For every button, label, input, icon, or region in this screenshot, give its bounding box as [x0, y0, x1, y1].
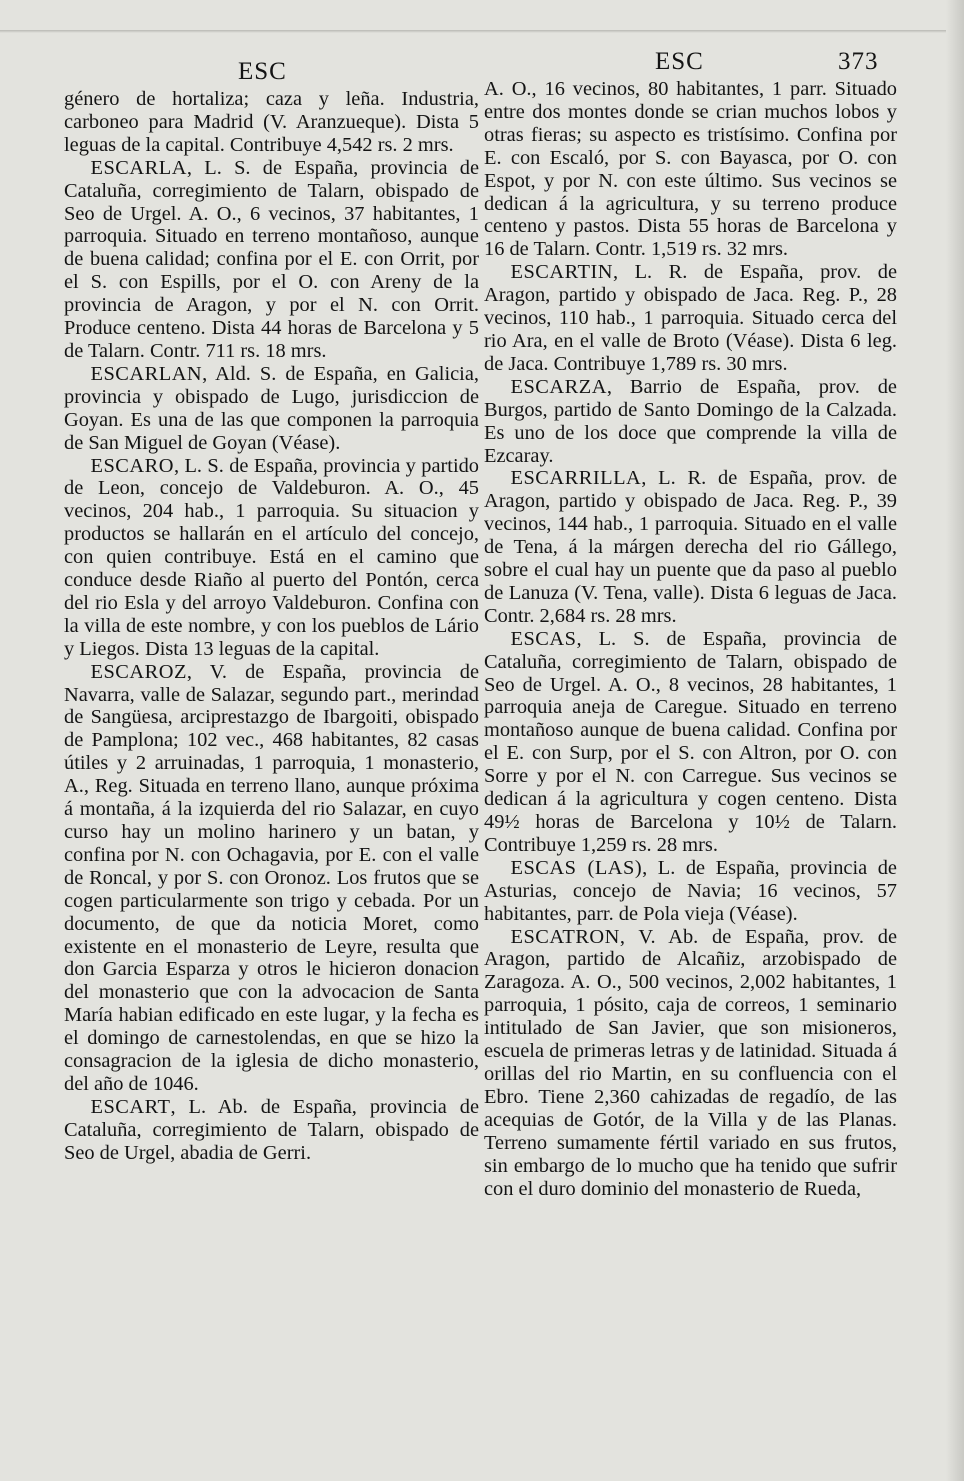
entry-headword: ESCATRON: [510, 925, 620, 948]
entry-headword: ESCAS: [510, 627, 577, 650]
entry-headword: ESCAS (LAS): [510, 856, 643, 879]
dictionary-entry: [484, 926, 897, 1201]
entry-continuation: [64, 88, 479, 157]
entry-text: , V. Ab. de España, prov. de Aragon, partido de Alcañiz, arzobispado de Zaragoza. A. O., 500 vecinos, 2,002 habitantes, 1 parroquia, 1 pósito, caja de correos, 1 seminario intitulado de San Javier, que son misioneros, escuela de primeras letras y de latinidad. Situada á orillas del rio Martin, en su confluencia con el Ebro. Tiene 2,360 cahizadas de regadío, de las acequias de Gotór, de la Villa y de las Planas. Terreno sumamente fértil variado en sus frutos, sin embargo de lo mucho que ha tenido que sufrir con el duro dominio del monasterio de Rueda,: [484, 925, 897, 1200]
entry-headword: ESCARLA: [90, 156, 187, 179]
dictionary-entry: [484, 467, 897, 627]
entry-text: A. O., 16 vecinos, 80 habitantes, 1 parr. Situado entre dos montes donde se crian muchos lobos y otras fieras; su aspecto es tristísimo. Confina por E. con Escaló, por S. con Bayasca, por O. con Espot, y por N. con este último. Sus vecinos se dedican á la agricultura, y su terreno produce centeno y pastos. Dista 55 horas de Barcelona y 16 de Talarn. Contr. 1,519 rs. 32 mrs.: [484, 78, 897, 261]
entry-text: , Ald. S. de España, en Galicia, provincia y obispado de Lugo, jurisdiccion de Goyan. Es una de las que componen la parroquia de San Miguel de Goyan (Véase).: [64, 362, 479, 454]
dictionary-entry: [64, 661, 479, 1096]
entry-text: , V. de España, provincia de Navarra, valle de Salazar, segundo part., merindad de Sangüesa, arciprestazgo de Ibargoiti, obispado de Pamplona; 102 vec., 468 habitantes, 82 casas útiles y 2 arruinadas, 1 parroquia, 1 monasterio, A., Reg. Situada en terreno llano, aunque próxima á montaña, á la izquierda del rio Salazar, en cuyo curso hay un molino harinero y un batan, y confina por N. con Ochagavia, por E. con el valle de Roncal, y por S. con Oronoz. Los frutos que se cogen particularmente son trigo y cebada. Por un documento, de que da noticia Moret, como existente en el monasterio de Leyre, resulta que don Garcia Esparza y otros le hicieron donacion del monasterio que con la advocacion de Santa María habian edificado en este lugar, y la fecha es el domingo de carnestolendas, en que se hizo la consagracion de la iglesia de dicho monasterio, del año de 1046.: [64, 660, 479, 1095]
dictionary-entry: [484, 628, 897, 857]
entry-headword: ESCAROZ: [90, 660, 187, 683]
entry-text: género de hortaliza; caza y leña. Industria, carboneo para Madrid (V. Aranzueque). Dista 5 leguas de la capital. Contribuye 4,542 rs. 2 mrs.: [64, 88, 479, 156]
dictionary-entry: [64, 363, 479, 455]
entry-text: , Barrio de España, prov. de Burgos, partido de Santo Domingo de la Calzada. Es uno de los doce que comprende la villa de Ezcaray.: [484, 375, 897, 467]
page-right-edge: [946, 0, 964, 1481]
running-head-right: ESC: [655, 48, 704, 75]
entry-text: , L. de España, provincia de Asturias, concejo de Navia; 16 vecinos, 57 habitantes, parr. de Pola vieja (Véase).: [484, 856, 897, 925]
dictionary-entry: [64, 455, 479, 661]
dictionary-entry: [64, 1096, 479, 1165]
entry-text: , L. S. de España, provincia y partido de Leon, concejo de Valdeburon. A. O., 45 vecinos, 204 hab., 1 parroquia. Su situacion y productos se hallarán en el artículo del concejo, con quien contribuye. Está en el camino que conduce desde Riaño al puerto del Pontón, cerca del rio Esla y del arroyo Valdeburon. Confina con la villa de este nombre, y con los pueblos de Lário y Liegos. Dista 13 leguas de la capital.: [64, 454, 479, 660]
page-top-edge: [0, 30, 964, 33]
entry-text: , L. R. de España, prov. de Aragon, partido y obispado de Jaca. Reg. P., 28 vecinos, 110 hab., 1 parroquia. Situado cerca del rio Ara, en el valle de Broto (Véase). Dista 6 leg. de Jaca. Contribuye 1,789 rs. 30 mrs.: [484, 261, 897, 375]
entry-headword: ESCARZA: [510, 375, 607, 398]
entry-text: , L. Ab. de España, provincia de Cataluña, corregimiento de Talarn, obispado de Seo de Urgel, abadia de Gerri.: [64, 1095, 479, 1164]
entry-headword: ESCARO: [90, 454, 174, 477]
entry-headword: ESCART: [90, 1095, 171, 1118]
dictionary-entry: [64, 157, 479, 363]
dictionary-entry: [484, 857, 897, 926]
entry-text: , L. S. de España, provincia de Cataluña, corregimiento de Talarn, obispado de Seo de Urgel. A. O., 8 vecinos, 28 habitantes, 1 parroquia aneja de Caregue. Situado en terreno montañoso aunque de buena calidad. Confina por el E. con Surp, por el S. con Altron, por O. con Sorre y por el N. con Carregue. Sus vecinos se dedican á la agricultura y cogen centeno. Dista 49½ horas de Barcelona y 10½ de Talarn. Contribuye 1,259 rs. 28 mrs.: [484, 627, 897, 856]
left-column: [64, 88, 479, 1165]
entry-headword: ESCARTIN: [510, 261, 613, 284]
entry-text: , L. S. de España, provincia de Cataluña, corregimiento de Talarn, obispado de Seo de Urgel. A. O., 6 vecinos, 37 habitantes, 1 parroquia. Situado en terreno montañoso, aunque de buena calidad; confina por el E. con Orrit, por el S. con Espills, por el O. con Areny de la provincia de Aragon, y por el N. con Orrit. Produce centeno. Dista 44 horas de Barcelona y 5 de Talarn. Contr. 711 rs. 18 mrs.: [64, 156, 479, 362]
dictionary-entry: [484, 261, 897, 376]
running-head-left: ESC: [238, 58, 287, 85]
page-number: 373: [838, 48, 879, 75]
entry-text: , L. R. de España, prov. de Aragon, partido y obispado de Jaca. Reg. P., 39 vecinos, 144 hab., 1 parroquia. Situado en el valle de Tena, á la márgen derecha del rio Gállego, sobre el cual hay un puente que da paso al pueblo de Lanuza (V. Tena, valle). Dista 6 leguas de Jaca. Contr. 2,684 rs. 28 mrs.: [484, 467, 897, 627]
right-column: [484, 78, 897, 1200]
dictionary-entry: [484, 376, 897, 468]
entry-continuation: [484, 78, 897, 261]
entry-headword: ESCARRILLA: [510, 467, 642, 490]
entry-headword: ESCARLAN: [90, 362, 203, 385]
